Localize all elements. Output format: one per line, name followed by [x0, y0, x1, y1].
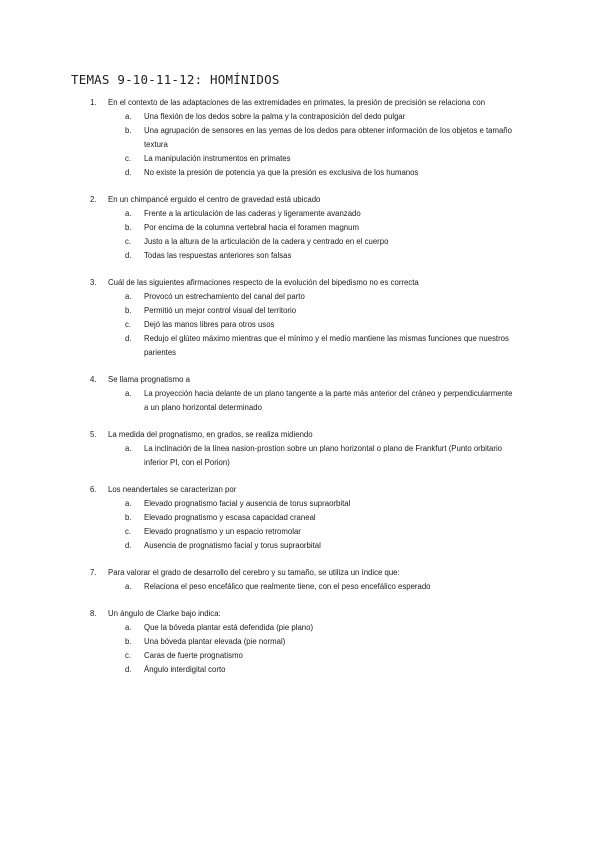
option-letter: c.	[125, 154, 132, 163]
option-letter: c.	[125, 320, 132, 329]
option-letter: a.	[125, 623, 132, 632]
question-number: 6.	[90, 485, 97, 494]
option-letter: a.	[125, 112, 132, 121]
option-letter: c.	[125, 527, 132, 536]
option-letter: d.	[125, 251, 132, 260]
question-number: 3.	[90, 278, 97, 287]
answer-option	[0, 635, 600, 649]
option-letter: d.	[125, 665, 132, 674]
answer-option	[0, 497, 600, 511]
option-text: Permitió un mejor control visual del territorio	[144, 306, 297, 315]
page-title: TEMAS 9-10-11-12: HOMÍNIDOS	[71, 72, 280, 87]
answer-option	[0, 110, 600, 124]
question-item	[0, 276, 600, 373]
option-list	[0, 497, 600, 553]
option-letter: b.	[125, 223, 132, 232]
question-number: 1.	[90, 98, 97, 107]
answer-option	[0, 663, 600, 677]
option-text: Provocó un estrechamiento del canal del parto	[144, 292, 305, 301]
answer-option	[0, 525, 600, 539]
option-text: La proyección hacia delante de un plano tangente a la parte más anterior del cráneo y perpendicularmente a un plano horizontal determinado	[144, 389, 513, 412]
question-number: 8.	[90, 609, 97, 618]
option-letter: a.	[125, 209, 132, 218]
question-spacer	[0, 594, 600, 607]
option-letter: a.	[125, 582, 132, 591]
option-letter: a.	[125, 292, 132, 301]
option-text: Caras de fuerte prognatismo	[144, 651, 243, 660]
option-list	[0, 580, 600, 594]
option-text: Por encima de la columna vertebral hacia el foramen magnum	[144, 223, 359, 232]
answer-option	[0, 511, 600, 525]
option-text: Elevado prognatismo y un espacio retromolar	[144, 527, 301, 536]
question-item	[0, 96, 600, 193]
option-letter: c.	[125, 651, 132, 660]
option-text: La manipulación instrumentos en primates	[144, 154, 291, 163]
question-number: 2.	[90, 195, 97, 204]
option-list	[0, 110, 600, 180]
answer-option	[0, 207, 600, 221]
question-list	[0, 96, 600, 690]
option-list	[0, 290, 600, 360]
option-list	[0, 387, 600, 415]
question-stem: Se llama prognatismo a	[108, 375, 190, 384]
option-letter: d.	[125, 168, 132, 177]
option-text: Frente a la articulación de las caderas y ligeramente avanzado	[144, 209, 361, 218]
answer-option	[0, 621, 600, 635]
option-letter: b.	[125, 637, 132, 646]
option-text: Ángulo interdigital corto	[144, 665, 226, 674]
question-spacer	[0, 553, 600, 566]
answer-option	[0, 124, 600, 152]
question-spacer	[0, 415, 600, 428]
question-text	[0, 566, 600, 580]
option-letter: a.	[125, 389, 132, 398]
question-stem: Un ángulo de Clarke bajo indica:	[108, 609, 221, 618]
question-stem: La medida del prognatismo, en grados, se realiza midiendo	[108, 430, 313, 439]
question-text	[0, 373, 600, 387]
question-spacer	[0, 677, 600, 690]
answer-option	[0, 318, 600, 332]
question-stem: En el contexto de las adaptaciones de las extremidades en primates, la presión de precisión se relaciona con	[108, 98, 486, 107]
option-text: Dejó las manos libres para otros usos	[144, 320, 275, 329]
question-spacer	[0, 470, 600, 483]
question-stem: Los neandertales se caracterizan por	[108, 485, 237, 494]
option-text: Ausencia de prognatismo facial y torus supraorbital	[144, 541, 321, 550]
question-stem: En un chimpancé erguido el centro de gravedad está ubicado	[108, 195, 321, 204]
answer-option	[0, 649, 600, 663]
option-text: Una agrupación de sensores en las yemas de los dedos para obtener información de los objetos e tamaño textura	[144, 126, 512, 149]
question-item	[0, 483, 600, 566]
question-spacer	[0, 180, 600, 193]
option-letter: b.	[125, 126, 132, 135]
option-text: Elevado prognatismo facial y ausencia de torus supraorbital	[144, 499, 351, 508]
question-spacer	[0, 360, 600, 373]
question-text	[0, 428, 600, 442]
option-text: Que la bóveda plantar está defendida (pie plano)	[144, 623, 314, 632]
option-list	[0, 442, 600, 470]
question-text	[0, 276, 600, 290]
question-stem: Para valorar el grado de desarrollo del cerebro y su tamaño, se utiliza un índice que:	[108, 568, 400, 577]
answer-option	[0, 152, 600, 166]
question-number: 7.	[90, 568, 97, 577]
option-letter: a.	[125, 444, 132, 453]
answer-option	[0, 235, 600, 249]
option-text: Una flexión de los dedos sobre la palma y la contraposición del dedo pulgar	[144, 112, 406, 121]
option-list	[0, 207, 600, 263]
answer-option	[0, 387, 600, 415]
answer-option	[0, 221, 600, 235]
question-spacer	[0, 263, 600, 276]
option-letter: d.	[125, 541, 132, 550]
answer-option	[0, 580, 600, 594]
question-item	[0, 607, 600, 690]
question-item	[0, 373, 600, 428]
option-text: Justo a la altura de la articulación de la cadera y centrado en el cuerpo	[144, 237, 389, 246]
answer-option	[0, 304, 600, 318]
answer-option	[0, 332, 600, 360]
option-text: La inclinación de la línea nasion-prostion sobre un plano horizontal o plano de Frankfurt (Punto orbitario inferior PI, con el Porion)	[144, 444, 503, 467]
option-letter: a.	[125, 499, 132, 508]
option-text: No existe la presión de potencia ya que la presión es exclusiva de los humanos	[144, 168, 419, 177]
option-letter: b.	[125, 513, 132, 522]
answer-option	[0, 442, 600, 470]
answer-option	[0, 539, 600, 553]
option-text: Todas las respuestas anteriores son falsas	[144, 251, 292, 260]
option-list	[0, 621, 600, 677]
answer-option	[0, 290, 600, 304]
option-letter: c.	[125, 237, 132, 246]
question-item	[0, 193, 600, 276]
question-text	[0, 483, 600, 497]
option-letter: b.	[125, 306, 132, 315]
question-text	[0, 607, 600, 621]
question-item	[0, 428, 600, 483]
question-text	[0, 96, 600, 110]
answer-option	[0, 166, 600, 180]
option-text: Redujo el glúteo máximo mientras que el mínimo y el medio mantiene las mismas funciones que nuestros parientes	[144, 334, 509, 357]
option-letter: d.	[125, 334, 132, 343]
option-text: Una bóveda plantar elevada (pie normal)	[144, 637, 286, 646]
question-stem: Cuál de las siguientes afirmaciones respecto de la evolución del bipedismo no es correcta	[108, 278, 419, 287]
option-text: Relaciona el peso encefálico que realmente tiene, con el peso encefálico esperado	[144, 582, 431, 591]
question-number: 5.	[90, 430, 97, 439]
question-item	[0, 566, 600, 607]
option-text: Elevado prognatismo y escasa capacidad craneal	[144, 513, 316, 522]
question-text	[0, 193, 600, 207]
answer-option	[0, 249, 600, 263]
question-number: 4.	[90, 375, 97, 384]
